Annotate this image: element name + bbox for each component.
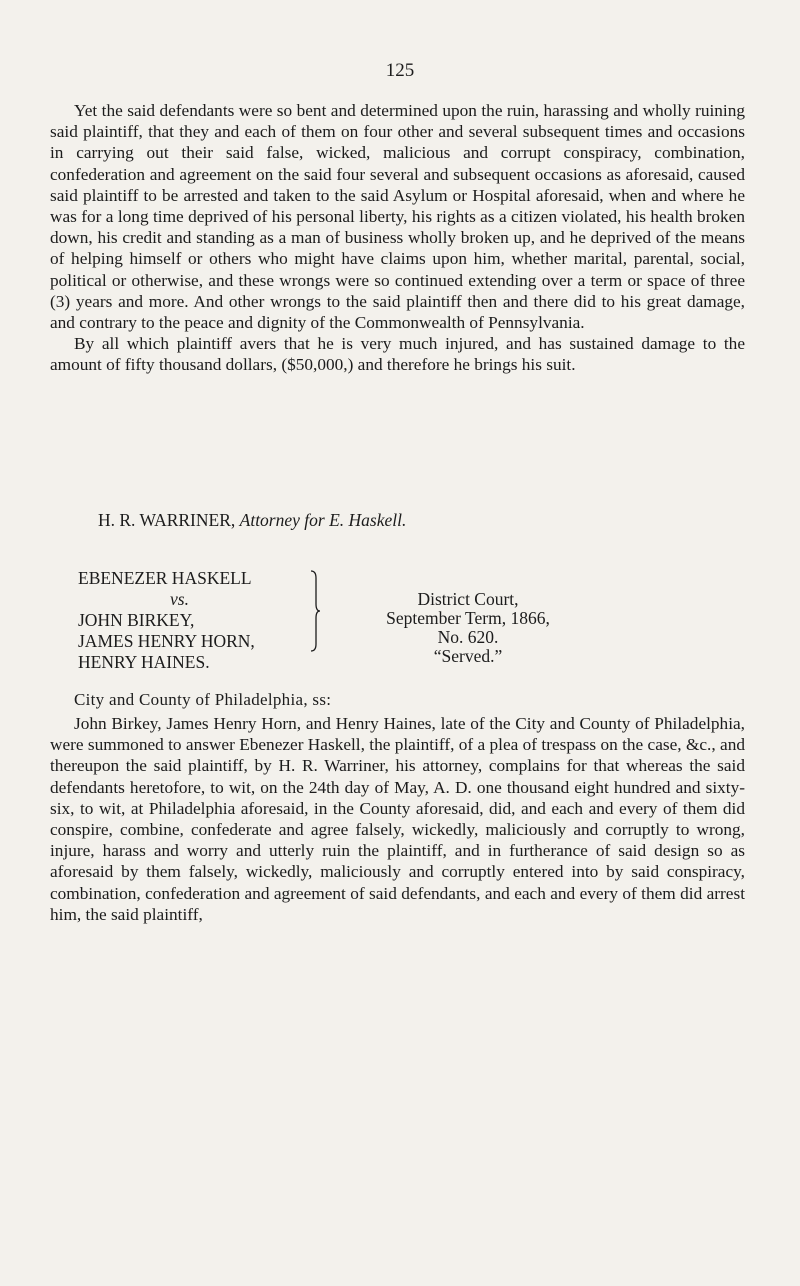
- plaintiff-name: EBENEZER HASKELL: [78, 568, 252, 588]
- attorney-name: H. R. WARRINER,: [98, 510, 236, 530]
- defendant-name: JAMES HENRY HORN,: [78, 631, 255, 651]
- county-heading: City and County of Philadelphia, ss:: [74, 690, 332, 709]
- case-parties: [78, 568, 255, 673]
- paragraph-complaint: John Birkey, James Henry Horn, and Henry Haines, late of the City and County of Philadelphia, were summoned to answer Ebenezer Haskell, the plaintiff, of a plea of trespass on the case, &c., and thereupon the said plaintiff, by H. R. Warriner, his attorney, complains for that whereas the said defendants heretofore, to wit, on the 24th day of May, A. D. one thousand eight hundred and sixty-six, to wit, at Philadelphia aforesaid, in the County aforesaid, did, and each and every of them did conspire, combine, confederate and agree falsely, wickedly, maliciously and corruptly to wrong, injure, harass and worry and utterly ruin the plaintiff, and in furtherance of said design so as aforesaid by them falsely, wickedly, maliciously and corruptly entered into by said conspiracy, combination, confederation and agreement of said defendants, and each and every of them did arrest him, the said plaintiff,: [50, 714, 745, 924]
- attorney-signature: [98, 510, 406, 531]
- court-name: District Court,: [417, 589, 519, 609]
- defendant-name: JOHN BIRKEY,: [78, 610, 195, 630]
- court-details: [338, 589, 598, 665]
- versus-label: vs.: [170, 589, 189, 609]
- paragraph-damages-narrative: Yet the said defendants were so bent and determined upon the ruin, harassing and wholly ruining said plaintiff, that they and each of them on four other and several subsequent times and occasions in carrying out their said false, wicked, malicious and corrupt conspiracy, combination, confederation and agreement on the said four several and subsequent occasions as aforesaid, caused said plaintiff to be arrested and taken to the said Asylum or Hospital aforesaid, when and where he was for a long time deprived of his personal liberty, his rights as a citizen violated, his health broken down, his credit and standing as a man of business wholly broken up, and he deprived of the means of helping himself or others who might have claims upon him, whether marital, parental, social, political or otherwise, and these wrongs were so continued extending over a term or space of three (3) years and more. And other wrongs to the said plaintiff then and there did to his great damage, and contrary to the peace and dignity of the Commonwealth of Pennsylvania.: [50, 101, 745, 333]
- case-caption: [78, 568, 758, 672]
- court-term: September Term, 1866,: [386, 608, 550, 628]
- attorney-role: Attorney for E. Haskell.: [239, 510, 407, 530]
- served-note: “Served.”: [433, 646, 503, 666]
- brace-glyph: [310, 570, 320, 652]
- defendant-name: HENRY HAINES.: [78, 652, 210, 672]
- page-number: 125: [385, 60, 415, 81]
- paragraph-damages-claim: By all which plaintiff avers that he is very much injured, and has sustained damage to the amount of fifty thousand dollars, ($50,000,) and therefore he brings his suit.: [50, 334, 745, 375]
- lower-text-block: [50, 713, 745, 925]
- upper-text-block: [50, 100, 745, 376]
- case-number: No. 620.: [437, 627, 499, 647]
